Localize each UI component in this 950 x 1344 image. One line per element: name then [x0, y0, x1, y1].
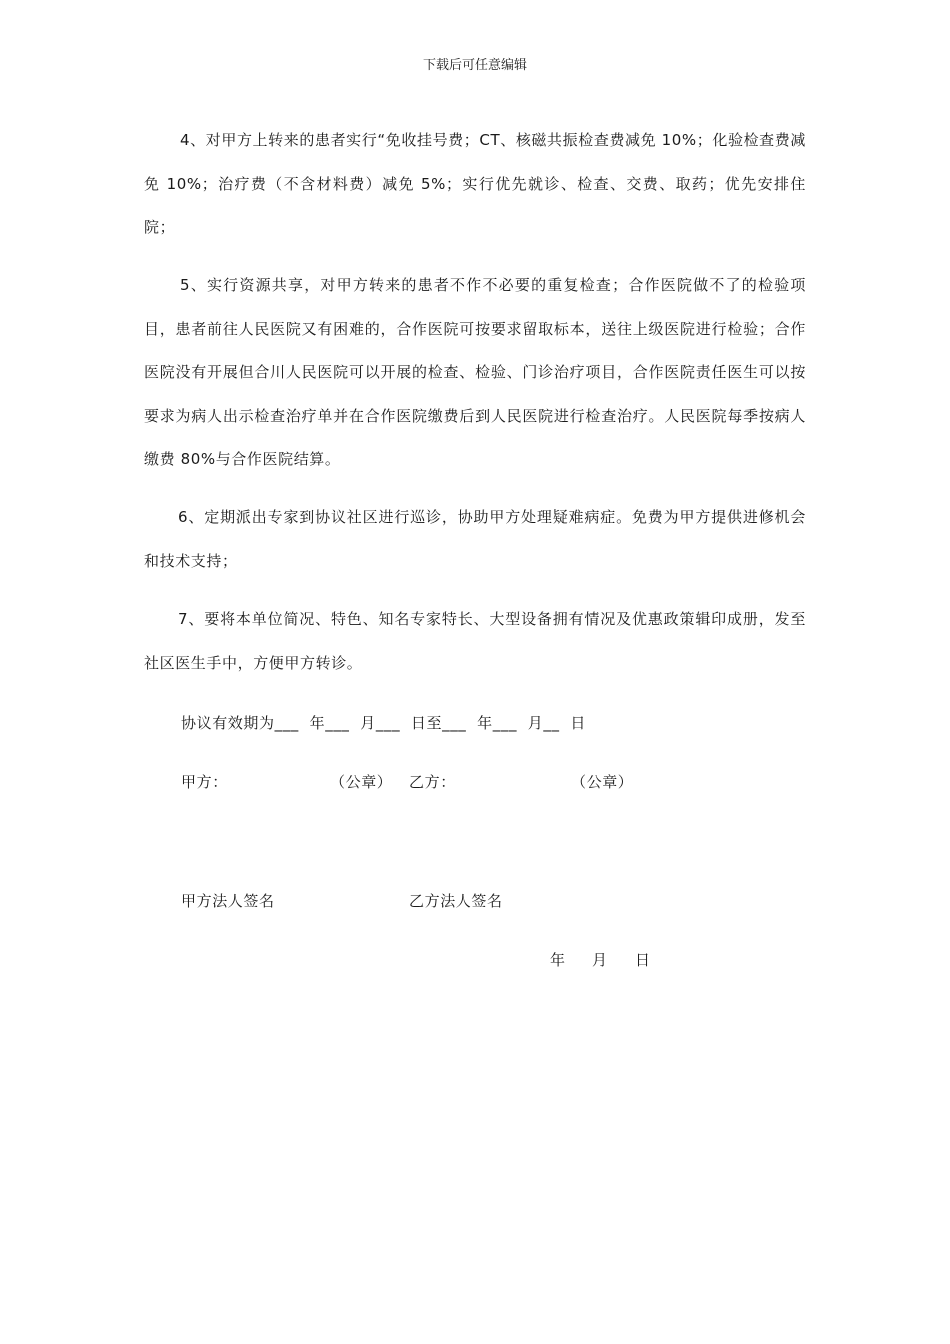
party-a-signature: 甲方法人签名: [181, 892, 275, 910]
clause-6: 6、定期派出专家到协议社区进行巡诊，协助甲方处理疑难病症。免费为甲方提供进修机会和技术支持；: [144, 508, 806, 570]
clause-7: 7、要将本单位简况、特色、知名专家特长、大型设备拥有情况及优惠政策辑印成册，发至社区医生手中，方便甲方转诊。: [144, 610, 806, 672]
date-day: 日: [635, 951, 651, 969]
date-month: 月: [592, 951, 608, 969]
validity-period: 协议有效期为___ 年___ 月___ 日至___ 年___ 月__ 日: [181, 714, 586, 732]
party-a-seal: （公章）: [330, 773, 393, 791]
party-b-label: 乙方：: [409, 773, 456, 791]
party-b-signature: 乙方法人签名: [409, 892, 503, 910]
clause-5: 5、实行资源共享，对甲方转来的患者不作不必要的重复检查；合作医院做不了的检验项目，患者前往人民医院又有困难的，合作医院可按要求留取标本，送往上级医院进行检验；合作医院没有开展但合川人民医院可以开展的检查、检验、门诊治疗项目，合作医院责任医生可以按要求为病人出示检查治疗单并在合作医院缴费后到人民医院进行检查治疗。人民医院每季按病人缴费 80%与合作医院结算。: [144, 276, 806, 468]
clause-4: 4、对甲方上转来的患者实行“免收挂号费；CT、核磁共振检查费减免 10%；化验检查费减免 10%；治疗费（不含材料费）减免 5%；实行优先就诊、检查、交费、取药；优先安排住院；: [144, 131, 806, 236]
party-b-seal: （公章）: [571, 773, 634, 791]
date-year: 年: [550, 951, 566, 969]
page-header: 下载后可任意编辑: [422, 58, 527, 73]
party-a-label: 甲方：: [181, 773, 228, 791]
